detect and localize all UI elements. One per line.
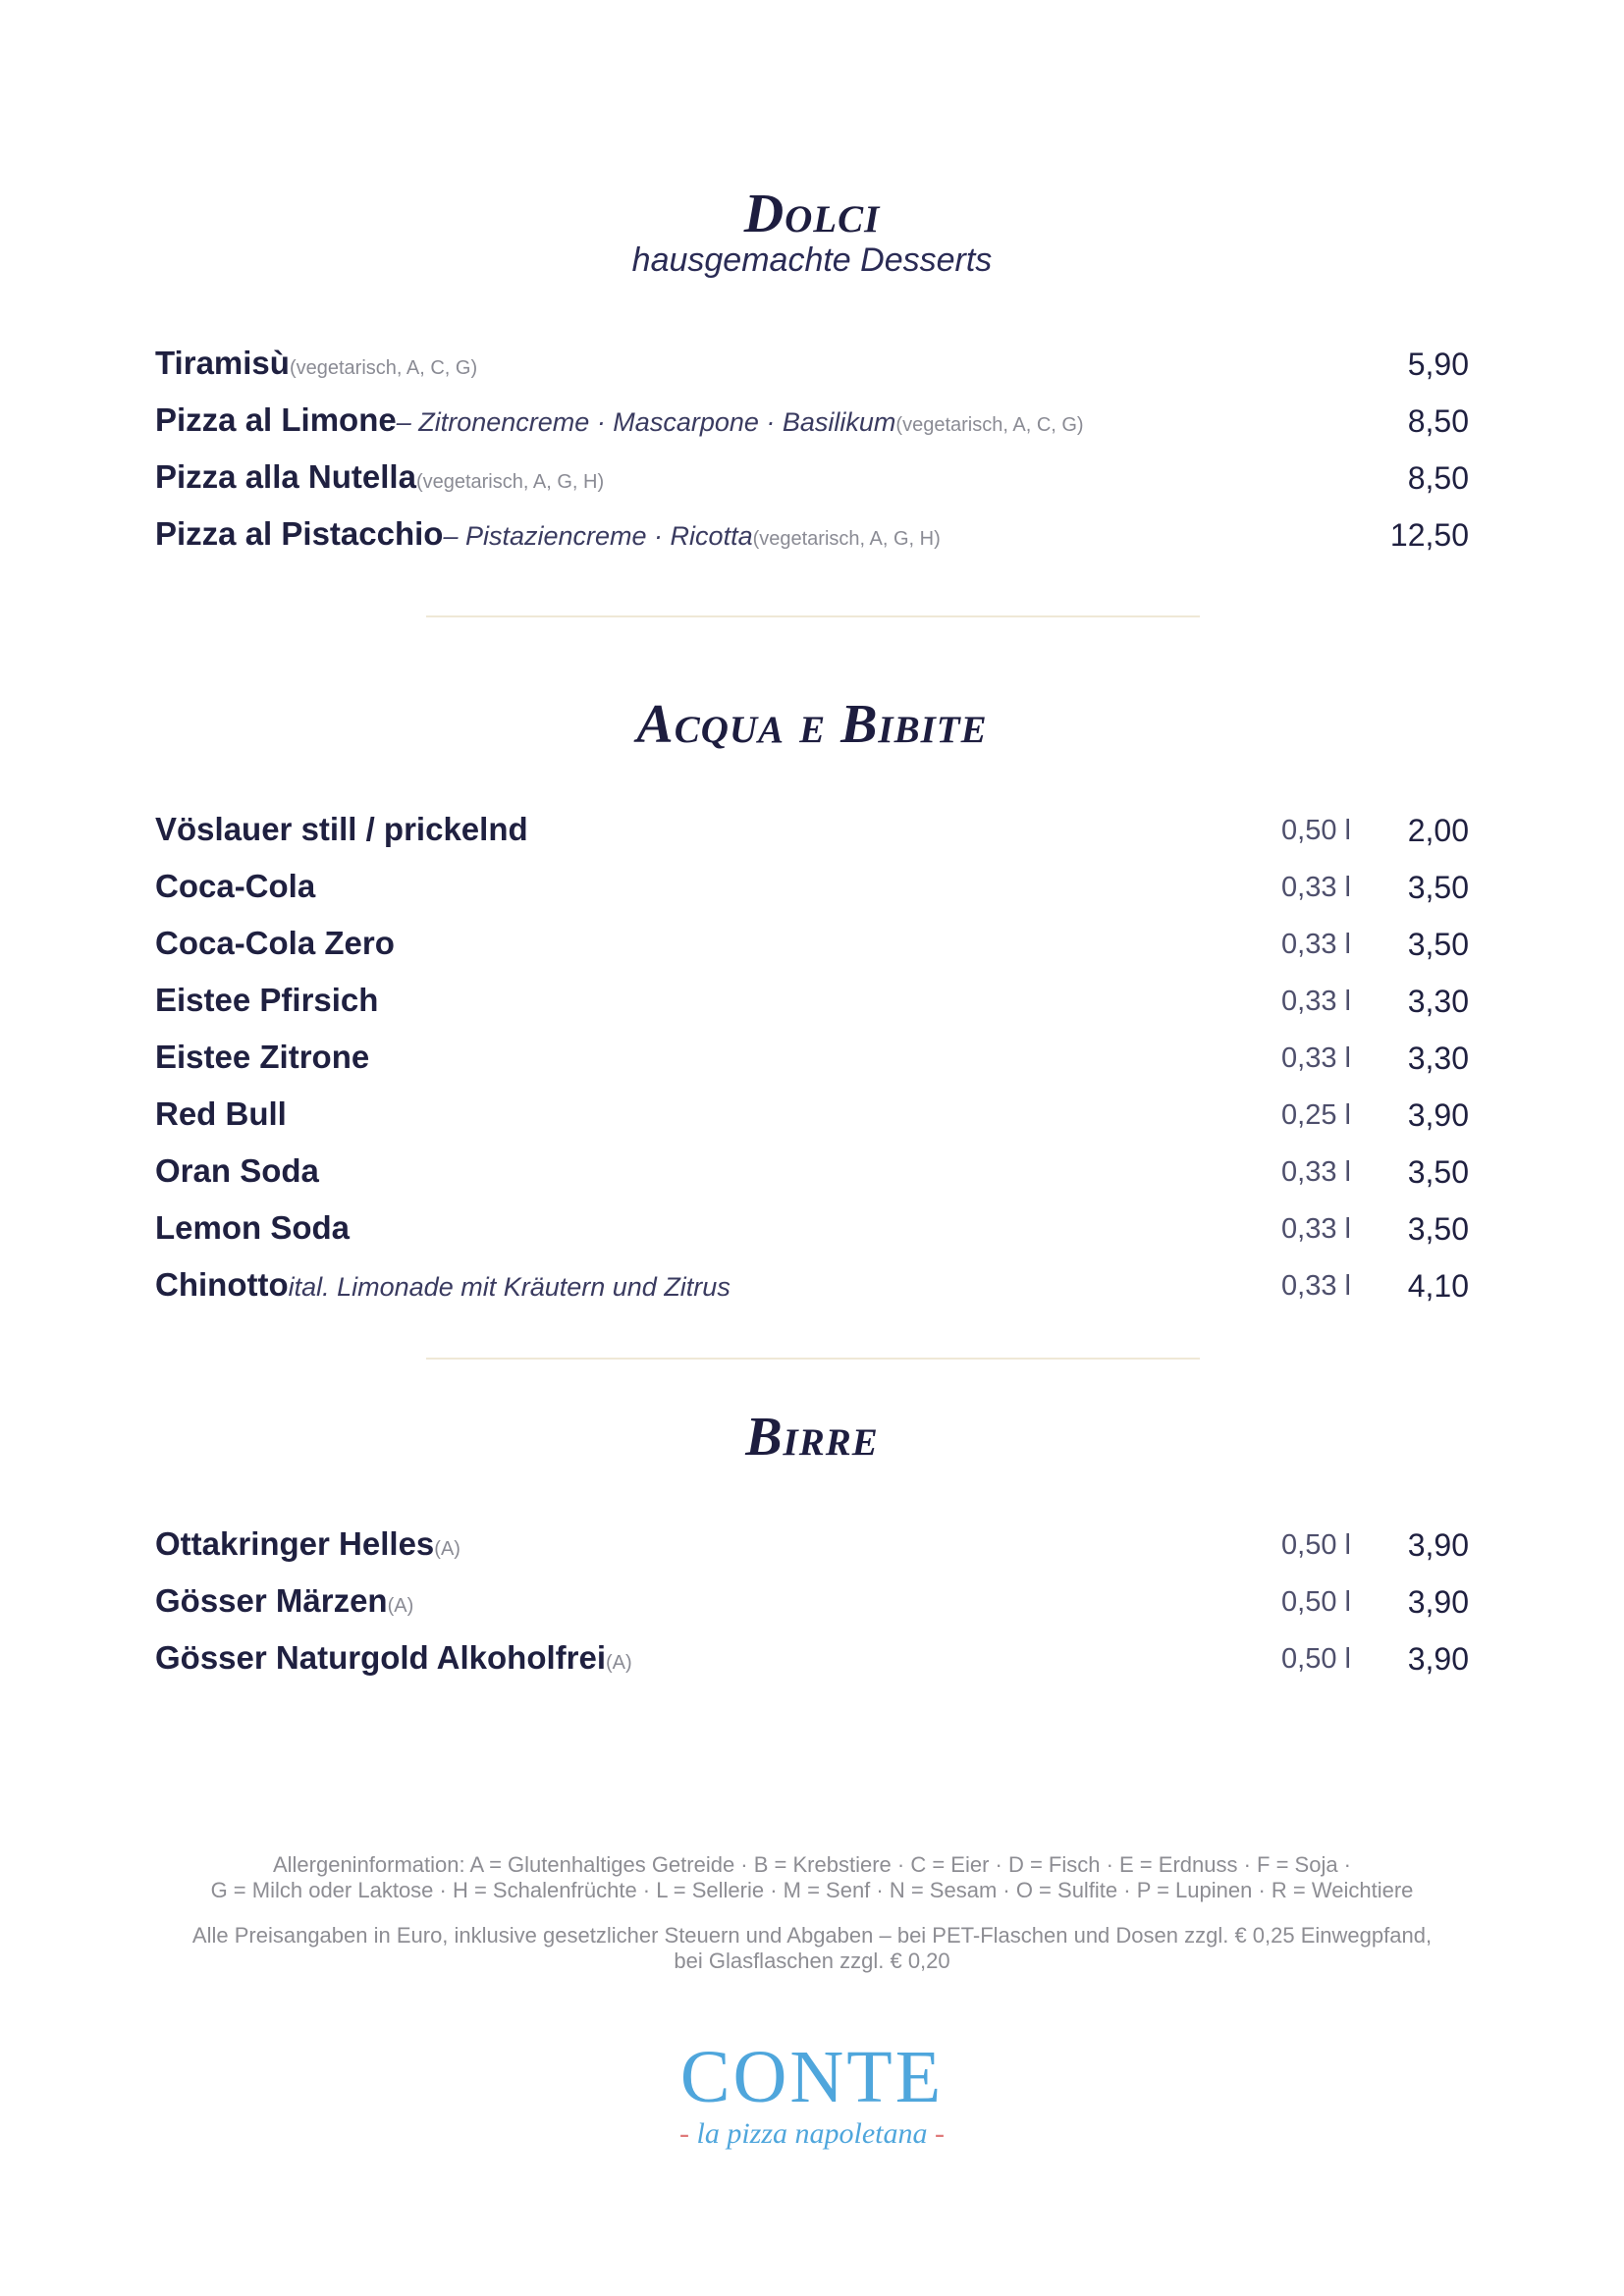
item-tags: (vegetarisch, A, C, G) (289, 357, 478, 379)
item-volume: 0,50 l (1281, 1529, 1351, 1561)
item-tags: (A) (606, 1652, 632, 1674)
item-volume: 0,25 l (1281, 1099, 1351, 1131)
item-description: ital. Limonade mit Kräutern und Zitrus (288, 1272, 731, 1302)
logo-tagline: - la pizza napoletana - (678, 2117, 945, 2150)
item-price: 3,50 (1407, 927, 1469, 962)
item-price: 8,50 (1407, 460, 1469, 496)
item-name: Chinotto (155, 1266, 289, 1303)
menu-item (155, 1525, 1469, 1573)
section-title-birre: Birre (745, 1407, 879, 1468)
item-description: – Zitronencreme · Mascarpone · Basilikum (396, 407, 896, 437)
item-name: Vöslauer still / prickelnd (155, 811, 528, 847)
menu-item (155, 1266, 1469, 1313)
item-price: 2,00 (1407, 813, 1469, 848)
item-volume: 0,33 l (1281, 1213, 1351, 1245)
item-name: Pizza al Pistacchio (155, 515, 444, 552)
item-tags: (vegetarisch, A, C, G) (895, 414, 1084, 436)
item-price: 3,50 (1407, 870, 1469, 905)
allergen-info-line-2: G = Milch oder Laktose · H = Schalenfrüchte · L = Sellerie · M = Senf · N = Sesam · O = Sulfite · P = Lupinen · R = Weichtiere (210, 1878, 1414, 1902)
menu-item (155, 811, 1469, 858)
item-price: 3,90 (1407, 1527, 1469, 1563)
item-tags: (vegetarisch, A, G, H) (415, 471, 605, 493)
item-volume: 0,50 l (1281, 815, 1351, 846)
menu-item (155, 1152, 1469, 1200)
menu-item (155, 1095, 1469, 1143)
item-price: 3,30 (1407, 1041, 1469, 1076)
item-price: 12,50 (1389, 517, 1469, 553)
item-name: Pizza alla Nutella (155, 458, 416, 495)
item-name: Coca-Cola (155, 868, 316, 904)
item-volume: 0,33 l (1281, 929, 1351, 960)
menu-item (155, 868, 1469, 915)
menu-item (155, 1039, 1469, 1086)
item-volume: 0,50 l (1281, 1643, 1351, 1675)
item-price: 3,90 (1407, 1097, 1469, 1133)
item-volume: 0,50 l (1281, 1586, 1351, 1618)
menu-item (155, 458, 1469, 506)
item-name: Ottakringer Helles (155, 1525, 435, 1562)
menu-item (155, 1639, 1469, 1686)
item-tags: (A) (434, 1538, 460, 1560)
item-price: 3,90 (1407, 1641, 1469, 1677)
menu-item (155, 1209, 1469, 1256)
price-info-line-1: Alle Preisangaben in Euro, inklusive gesetzlicher Steuern und Abgaben – bei PET-Flaschen und Dosen zzgl. € 0,25 Einwegpfand, (191, 1923, 1433, 1948)
section-subtitle-dolci: hausgemachte Desserts (631, 241, 993, 279)
item-price: 5,90 (1407, 347, 1469, 382)
item-price: 3,30 (1407, 984, 1469, 1019)
item-name: Eistee Pfirsich (155, 982, 379, 1018)
item-name: Coca-Cola Zero (155, 925, 395, 961)
item-volume: 0,33 l (1281, 1156, 1351, 1188)
item-volume: 0,33 l (1281, 1270, 1351, 1302)
item-name: Red Bull (155, 1095, 287, 1132)
price-info-line-2: bei Glasflaschen zzgl. € 0,20 (674, 1949, 950, 1973)
item-name: Eistee Zitrone (155, 1039, 370, 1075)
menu-item (155, 982, 1469, 1029)
item-price: 3,50 (1407, 1211, 1469, 1247)
item-name: Tiramisù (155, 345, 290, 381)
item-tags: (vegetarisch, A, G, H) (752, 528, 941, 550)
item-volume: 0,33 l (1281, 872, 1351, 903)
item-name: Oran Soda (155, 1152, 319, 1189)
item-description: – Pistaziencreme · Ricotta (443, 521, 753, 551)
item-tags: (A) (387, 1595, 414, 1617)
menu-item (155, 401, 1469, 449)
item-name: Pizza al Limone (155, 401, 397, 438)
section-title-dolci: Dolci (743, 184, 881, 244)
item-price: 3,90 (1407, 1584, 1469, 1620)
menu-item (155, 515, 1469, 562)
section-title-bibite: Acqua e Bibite (636, 694, 988, 755)
logo-wordmark: CONTE (679, 2036, 945, 2118)
item-price: 3,50 (1407, 1154, 1469, 1190)
item-volume: 0,33 l (1281, 1042, 1351, 1074)
section-divider (426, 615, 1200, 617)
item-name: Lemon Soda (155, 1209, 351, 1246)
item-price: 4,10 (1407, 1268, 1469, 1304)
menu-item (155, 1582, 1469, 1629)
item-name: Gösser Naturgold Alkoholfrei (155, 1639, 607, 1676)
item-name: Gösser Märzen (155, 1582, 388, 1619)
allergen-info-line-1: Allergeninformation: A = Glutenhaltiges Getreide · B = Krebstiere · C = Eier · D = Fisch · E = Erdnuss · F = Soja · (272, 1852, 1352, 1877)
section-divider (426, 1358, 1200, 1360)
item-volume: 0,33 l (1281, 986, 1351, 1017)
menu-item (155, 345, 1469, 392)
conte-logo (0, 2036, 1624, 2152)
item-price: 8,50 (1407, 403, 1469, 439)
menu-item (155, 925, 1469, 972)
